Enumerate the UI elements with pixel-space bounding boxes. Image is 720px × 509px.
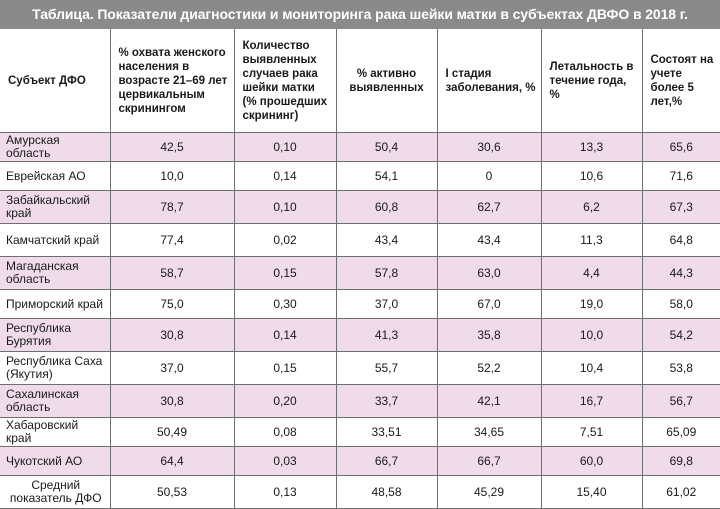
- cell-screening-coverage: 50,53: [110, 476, 234, 509]
- table-row: [0, 319, 720, 352]
- cell-mortality: 10,0: [541, 319, 642, 352]
- cell-screening-coverage: 78,7: [110, 191, 234, 224]
- cell-active-detection: 60,8: [336, 191, 437, 224]
- cell-mortality: 15,40: [541, 476, 642, 509]
- cell-region: Приморский край: [0, 290, 110, 319]
- cell-screening-coverage: 77,4: [110, 224, 234, 257]
- cell-mortality: 6,2: [541, 191, 642, 224]
- cell-detected-cases: 0,10: [234, 191, 336, 224]
- header-active-detection: % активно выявленных: [336, 29, 437, 133]
- cell-region: Хабаровский край: [0, 418, 110, 447]
- table-row: [0, 447, 720, 476]
- cell-stage-one: 67,0: [437, 290, 541, 319]
- cell-stage-one: 43,4: [437, 224, 541, 257]
- cell-registered-5-years: 64,8: [642, 224, 720, 257]
- cell-detected-cases: 0,13: [234, 476, 336, 509]
- cell-registered-5-years: 44,3: [642, 257, 720, 290]
- cell-registered-5-years: 65,09: [642, 418, 720, 447]
- cell-active-detection: 41,3: [336, 319, 437, 352]
- cell-stage-one: 45,29: [437, 476, 541, 509]
- cell-registered-5-years: 54,2: [642, 319, 720, 352]
- cell-active-detection: 48,58: [336, 476, 437, 509]
- cell-screening-coverage: 42,5: [110, 133, 234, 162]
- cell-registered-5-years: 58,0: [642, 290, 720, 319]
- cell-detected-cases: 0,15: [234, 257, 336, 290]
- cell-mortality: 10,6: [541, 162, 642, 191]
- cell-active-detection: 43,4: [336, 224, 437, 257]
- cell-detected-cases: 0,10: [234, 133, 336, 162]
- cell-registered-5-years: 67,3: [642, 191, 720, 224]
- cell-region: Магаданская область: [0, 257, 110, 290]
- cell-detected-cases: 0,08: [234, 418, 336, 447]
- cell-active-detection: 50,4: [336, 133, 437, 162]
- cell-active-detection: 66,7: [336, 447, 437, 476]
- cell-registered-5-years: 53,8: [642, 352, 720, 385]
- cell-mortality: 4,4: [541, 257, 642, 290]
- cell-screening-coverage: 75,0: [110, 290, 234, 319]
- cell-active-detection: 37,0: [336, 290, 437, 319]
- cell-registered-5-years: 65,6: [642, 133, 720, 162]
- cell-stage-one: 30,6: [437, 133, 541, 162]
- header-detected-cases: Количество выявленных случаев рака шейки матки (% прошедших скрининг): [234, 29, 336, 133]
- cell-detected-cases: 0,14: [234, 319, 336, 352]
- header-mortality: Летальность в течение года, %: [541, 29, 642, 133]
- cell-stage-one: 63,0: [437, 257, 541, 290]
- cell-screening-coverage: 10,0: [110, 162, 234, 191]
- table-row: [0, 476, 720, 509]
- cell-region: Еврейская АО: [0, 162, 110, 191]
- cell-region: Амурская область: [0, 133, 110, 162]
- table-row: [0, 133, 720, 162]
- cell-stage-one: 62,7: [437, 191, 541, 224]
- data-table: [0, 29, 720, 509]
- cell-region: Средний показатель ДФО: [0, 476, 110, 509]
- table-row: [0, 385, 720, 418]
- cell-detected-cases: 0,03: [234, 447, 336, 476]
- cell-mortality: 13,3: [541, 133, 642, 162]
- cell-mortality: 7,51: [541, 418, 642, 447]
- cell-mortality: 11,3: [541, 224, 642, 257]
- table-row: [0, 290, 720, 319]
- cell-active-detection: 54,1: [336, 162, 437, 191]
- cell-detected-cases: 0,02: [234, 224, 336, 257]
- cell-region: Камчатский край: [0, 224, 110, 257]
- cell-region: Забайкальский край: [0, 191, 110, 224]
- cell-stage-one: 42,1: [437, 385, 541, 418]
- cell-detected-cases: 0,14: [234, 162, 336, 191]
- cell-screening-coverage: 64,4: [110, 447, 234, 476]
- table-row: [0, 257, 720, 290]
- cell-screening-coverage: 30,8: [110, 385, 234, 418]
- table-row: [0, 418, 720, 447]
- cell-mortality: 16,7: [541, 385, 642, 418]
- table-row: [0, 352, 720, 385]
- cell-active-detection: 33,51: [336, 418, 437, 447]
- cell-screening-coverage: 58,7: [110, 257, 234, 290]
- table-row: [0, 162, 720, 191]
- table-row: [0, 191, 720, 224]
- cell-stage-one: 52,2: [437, 352, 541, 385]
- header-row: [0, 29, 720, 133]
- table-title: Таблица. Показатели диагностики и мониторинга рака шейки матки в субъектах ДВФО в 2018 г.: [0, 0, 720, 29]
- cell-screening-coverage: 30,8: [110, 319, 234, 352]
- cell-active-detection: 57,8: [336, 257, 437, 290]
- cell-stage-one: 0: [437, 162, 541, 191]
- cell-stage-one: 66,7: [437, 447, 541, 476]
- cell-stage-one: 34,65: [437, 418, 541, 447]
- cell-region: Республика Саха (Якутия): [0, 352, 110, 385]
- cell-mortality: 10,4: [541, 352, 642, 385]
- cell-registered-5-years: 61,02: [642, 476, 720, 509]
- cell-active-detection: 33,7: [336, 385, 437, 418]
- header-region: Субъект ДФО: [0, 29, 110, 133]
- table-row: [0, 224, 720, 257]
- header-screening-coverage: % охвата женского населения в возрасте 21–69 лет цервикальным скринингом: [110, 29, 234, 133]
- cell-detected-cases: 0,30: [234, 290, 336, 319]
- cell-mortality: 60,0: [541, 447, 642, 476]
- cell-active-detection: 55,7: [336, 352, 437, 385]
- cell-region: Республика Бурятия: [0, 319, 110, 352]
- cell-screening-coverage: 37,0: [110, 352, 234, 385]
- header-registered-5-years: Состоят на учете более 5 лет,%: [642, 29, 720, 133]
- table-body: [0, 133, 720, 509]
- cell-mortality: 19,0: [541, 290, 642, 319]
- cell-registered-5-years: 56,7: [642, 385, 720, 418]
- cell-stage-one: 35,8: [437, 319, 541, 352]
- cell-detected-cases: 0,15: [234, 352, 336, 385]
- table-header: [0, 29, 720, 133]
- cell-region: Чукотский АО: [0, 447, 110, 476]
- cell-registered-5-years: 71,6: [642, 162, 720, 191]
- cell-screening-coverage: 50,49: [110, 418, 234, 447]
- cell-detected-cases: 0,20: [234, 385, 336, 418]
- header-stage-one: I стадия заболевания, %: [437, 29, 541, 133]
- cell-registered-5-years: 69,8: [642, 447, 720, 476]
- cell-region: Сахалинская область: [0, 385, 110, 418]
